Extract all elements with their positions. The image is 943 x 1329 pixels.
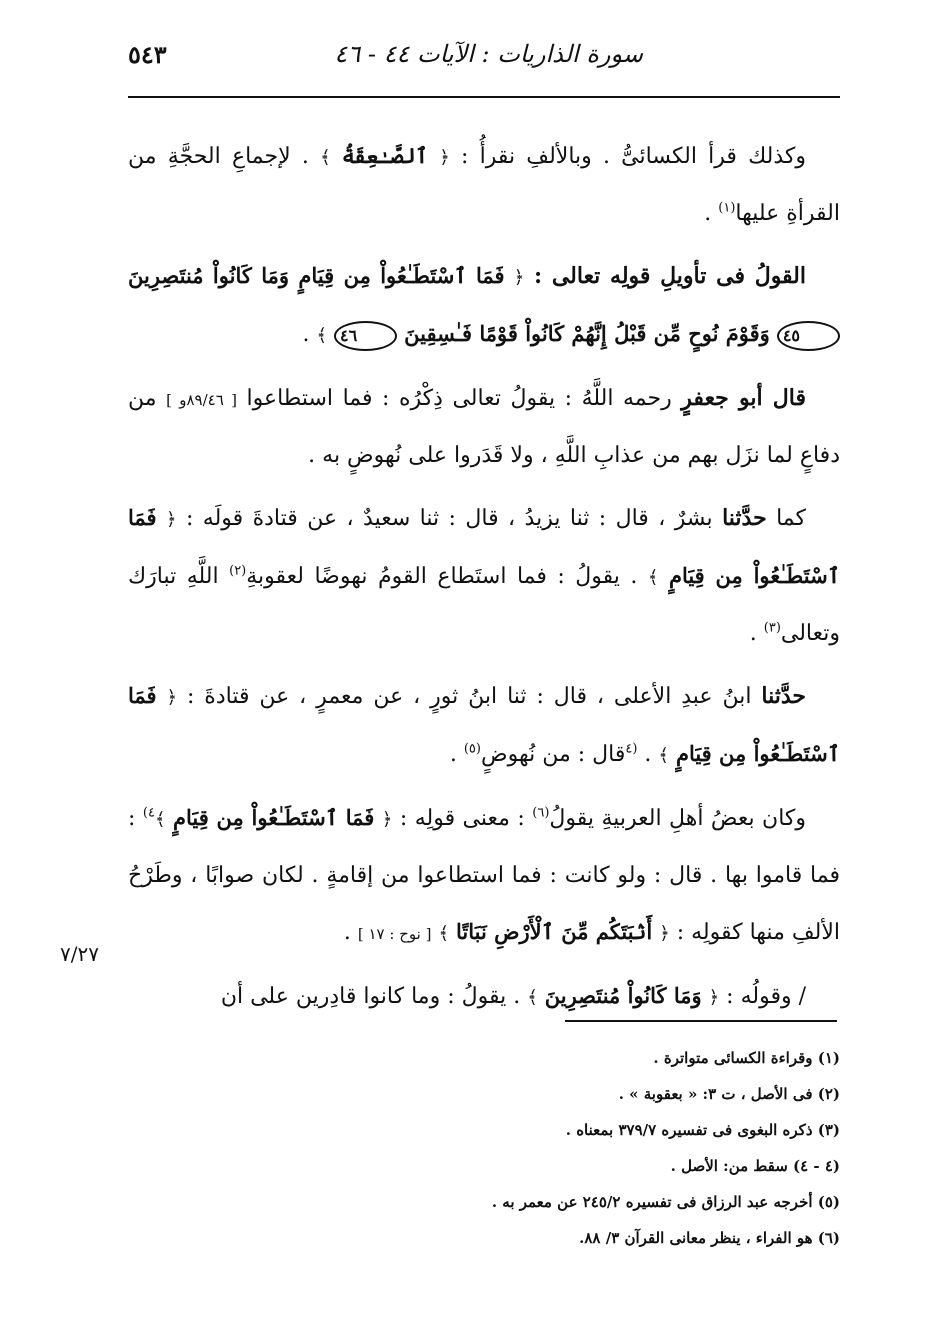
text: قال : من نُهوضٍ (480, 742, 626, 767)
text: . لإجماعِ الحجَّةِ من القرأةِ عليها (128, 144, 840, 226)
paragraph-7 (128, 968, 840, 1026)
footnote: (٥) أخرجه عبد الرزاق فى تفسيره ٢٤٥/٢ عن معمر به . (491, 1193, 840, 1211)
ayah-number: ٤٦ (334, 321, 397, 351)
quran-verse: أَنۢبَتَكُم مِّنَ ٱلْأَرْضِ نَبَاتًا (455, 919, 653, 944)
quran-ornament-close: ﴾ (658, 745, 669, 766)
text: كما (766, 506, 807, 531)
author-lead: قال أبو جعفرٍ (681, 385, 806, 411)
verse-reference: [ نوح : ١٧ ] (357, 925, 432, 943)
quran-ornament-open: ﴿ (381, 809, 393, 830)
header-rule (128, 96, 840, 98)
body-text (128, 128, 840, 1032)
quran-verse: فَمَا ٱسْتَطَـٰعُواْ مِن قِيَامٍ وَمَا كَانُواْ مُنتَصِرِينَ (128, 263, 505, 288)
paragraph-6 (128, 790, 840, 962)
footnotes (128, 1040, 840, 1256)
text: . (302, 322, 317, 347)
footnote: (٦) هو الفراء ، ينظر معانى القرآن ٣/ ٨٨. (579, 1229, 840, 1247)
quran-verse: فَمَا ٱسْتَطَـٰعُواْ مِن قِيَامٍ (128, 505, 841, 588)
text: ابنُ عبدِ الأعلى ، قال : ثنا ابنُ ثورٍ ، عن معمرٍ ، عن قتادةَ : (177, 684, 762, 709)
quran-ornament-close: ﴾ (316, 325, 327, 346)
text: : معنى قولِه : (392, 806, 533, 831)
text: . (704, 201, 719, 226)
text: . يقولُ : فما استَطاع القومُ نهوضًا لعقوبةِ (246, 564, 648, 589)
text: . (449, 742, 464, 767)
footnote-marker: (٢) (229, 563, 247, 579)
footnote: (٤ - ٤) سقط من: الأصل . (670, 1157, 840, 1175)
quran-ornament-close: ﴾ (320, 147, 331, 168)
quran-ornament-open: ﴿ (708, 987, 720, 1008)
page-number: ٥٤٣ (128, 40, 167, 69)
manuscript-reference: [ ٨٩/٤٦و ] (166, 391, 237, 409)
quran-verse: وَمَا كَانُواْ مُنتَصِرِينَ (544, 983, 702, 1008)
text: بشرٌ ، قال : ثنا يزيدُ ، قال : ثنا سعيدٌ ، عن قتادةَ قولَه : (176, 506, 723, 531)
quran-ornament-close: ﴾ (438, 923, 449, 944)
quran-verse: وَقَوْمَ نُوحٍ مِّن قَبْلُ إِنَّهُمْ كَانُواْ قَوْمًا فَـٰسِقِينَ (404, 321, 770, 346)
text: وكذلك قرأ الكسائىُّ . وبالألفِ نقرأُ : (449, 144, 807, 169)
text: . يقولُ : وما كانوا قادِرين على أن (220, 984, 528, 1009)
paragraph-2 (128, 248, 840, 364)
footnote-marker: ٤) (142, 805, 155, 821)
paragraph-5 (128, 668, 840, 784)
footnote: (٢) فى الأصل ، ت ٣: « بعقوبة » . (618, 1085, 840, 1103)
text: رحمه اللَّهُ : يقولُ تعالى ذِكْرُه : فما استطاعوا (236, 386, 682, 411)
footnote: (١) وقراءة الكسائى متواترة . (653, 1049, 840, 1067)
footnote-marker: (٦) (532, 805, 550, 821)
quran-ornament-close: ﴾ (154, 809, 166, 830)
text: من دفاعٍ لما نزَل بهم من عذابِ اللَّهِ ، ولا قَدَروا على نُهوضٍ به . (128, 386, 840, 468)
quran-ornament-open: ﴿ (166, 509, 177, 530)
quran-ornament-close: ﴾ (527, 987, 538, 1008)
text: : فما قاموا بها . قال : ولو كانت : فما استطاعوا من إقامةٍ . لكان صوابًا ، وطَرْحُ الألفِ منها كقولِه : (128, 806, 840, 945)
ayah-number: ٤٥ (777, 321, 840, 351)
quran-ornament-close: ﴾ (647, 567, 659, 588)
quran-ornament-open: ﴿ (659, 923, 670, 944)
quran-verse: فَمَا ٱسْتَطَـٰعُواْ مِن قِيَامٍ (128, 683, 840, 766)
paragraph-3 (128, 370, 840, 484)
text: . (343, 920, 358, 945)
quran-ornament-open: ﴿ (439, 147, 450, 168)
text: اللَّهِ تبارَك وتعالى (128, 564, 840, 646)
hadith-lead: حدَّثنا (761, 683, 806, 709)
footnote: (٣) ذكره البغوى فى تفسيره ٣٧٩/٧ بمعناه . (565, 1121, 840, 1139)
hadith-lead: حدَّثنا (722, 505, 767, 531)
quran-verse: ٱلصَّـٰعِقَةُ (341, 143, 428, 168)
text: / وقولُه : (719, 984, 806, 1009)
quran-verse: فَمَا ٱسْتَطَـٰعُواْ مِن قِيَامٍ (172, 805, 375, 830)
quran-ornament-open: ﴿ (513, 267, 525, 288)
text: وكان بعضُ أهلِ العربيةِ يقولُ (549, 806, 807, 831)
section-heading: القولُ فى تأويلِ قولِه تعالى : (524, 263, 806, 289)
footnote-marker: (٥) (463, 741, 481, 757)
text: . (749, 621, 764, 646)
running-header: سورة الذاريات : الآيات ٤٤ - ٤٦ (334, 40, 643, 68)
paragraph-4 (128, 490, 840, 662)
paragraph-1 (128, 128, 840, 242)
footnote-rule (565, 1020, 837, 1022)
footnote-marker: (٣) (763, 620, 781, 636)
text: . (637, 742, 659, 767)
footnote-marker: (١) (718, 200, 736, 216)
footnote-marker: (٤ (625, 741, 638, 757)
margin-page-note: ٧/٢٧ (60, 942, 99, 966)
quran-ornament-open: ﴿ (166, 687, 178, 708)
